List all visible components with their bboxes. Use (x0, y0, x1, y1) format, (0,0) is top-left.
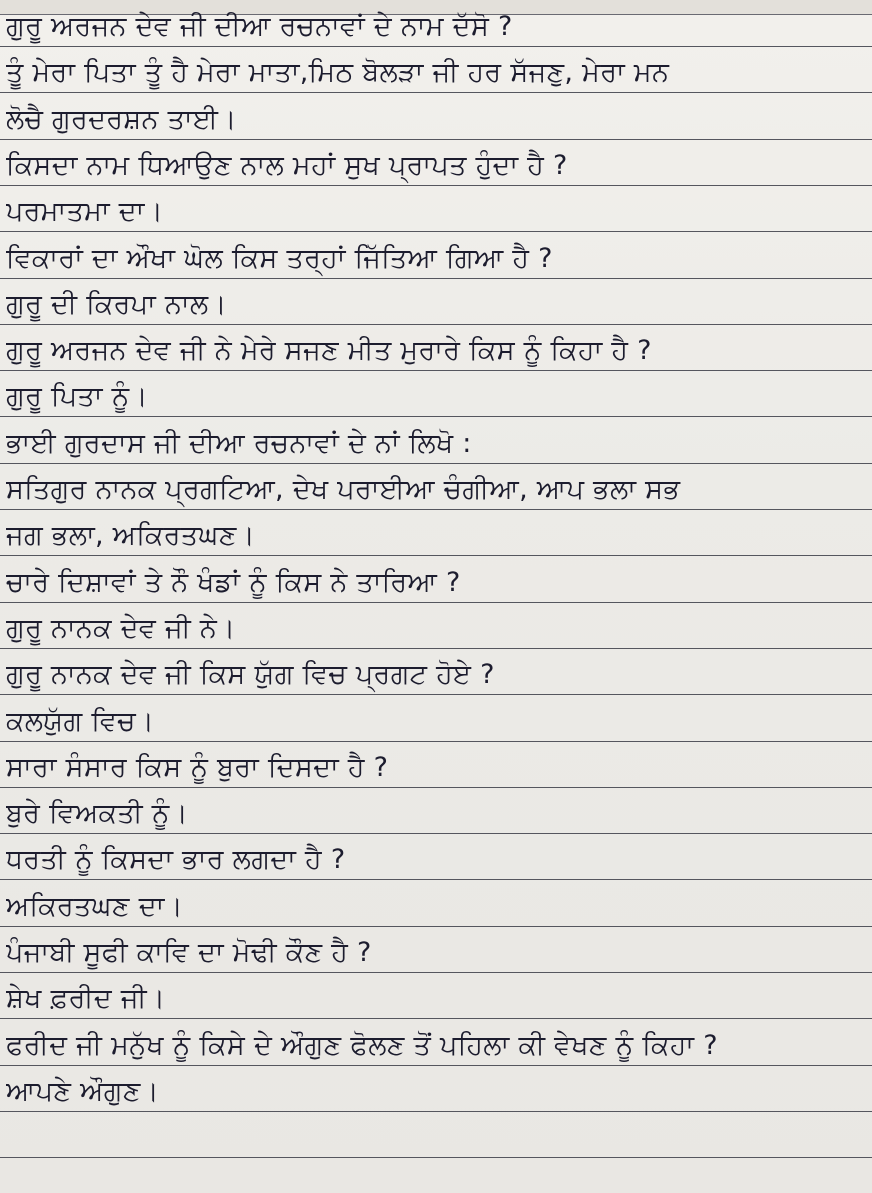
ruled-line (0, 602, 872, 603)
question-line (6, 280, 870, 324)
question-line (6, 465, 870, 509)
answer-line (6, 604, 870, 648)
ruled-line (0, 1065, 872, 1066)
handwritten-line-text: ਗੁਰੂ ਦੀ ਕਿਰਪਾ ਨਾਲ। (6, 288, 227, 320)
question-line (6, 743, 870, 787)
handwritten-line-text: ਸਾਰਾ ਸੰਸਾਰ ਕਿਸ ਨੂੰ ਬੁਰਾ ਦਿਸਦਾ ਹੈ ? (6, 751, 389, 783)
ruled-line (0, 416, 872, 417)
handwritten-line-text: ਸ਼ੇਖ ਫ਼ਰੀਦ ਜੀ। (6, 983, 166, 1015)
answer-line (6, 882, 870, 926)
ruled-line (0, 1018, 872, 1019)
ruled-line (0, 833, 872, 834)
ruled-line (0, 1157, 872, 1158)
question-line (6, 928, 870, 972)
answer-line (6, 48, 870, 92)
handwritten-line-text: ਆਪਣੇ ਔਗੁਣ। (6, 1075, 160, 1107)
ruled-line (0, 741, 872, 742)
ruled-line (0, 1111, 872, 1112)
handwritten-line-text: ਕਲਯੁੱਗ ਵਿਚ। (6, 705, 155, 737)
ruled-line (0, 139, 872, 140)
answer-line (6, 419, 870, 463)
handwritten-line-text: ਕਿਸਦਾ ਨਾਮ ਧਿਆਉਣ ਨਾਲ ਮਹਾਂ ਸੁਖ ਪ੍ਰਾਪਤ ਹੁੰਦਾ ਹੈ ? (6, 149, 568, 181)
handwritten-line-text: ਗੁਰੂ ਪਿਤਾ ਨੂੰ। (6, 381, 148, 413)
handwritten-line-text: ਗੁਰੂ ਨਾਨਕ ਦੇਵ ਜੀ ਕਿਸ ਯੁੱਗ ਵਿਚ ਪ੍ਰਗਟ ਹੋਏ ? (6, 659, 495, 691)
handwritten-line-text: ਤੂੰ ਮੇਰਾ ਪਿਤਾ ਤੂੰ ਹੈ ਮੇਰਾ ਮਾਤਾ,ਮਿਠ ਬੋਲੜਾ ਜੀ ਹਰ ਸੱਜਣੁ, ਮੇਰਾ ਮਨ (6, 57, 670, 89)
handwritten-line-text: ਲੋਚੈ ਗੁਰਦਰਸ਼ਨ ਤਾਈ। (6, 103, 237, 135)
question-line (6, 372, 870, 416)
question-line (6, 95, 870, 139)
handwritten-line-text: ਸਤਿਗੁਰ ਨਾਨਕ ਪ੍ਰਗਟਿਆ, ਦੇਖ ਪਰਾਈਆ ਚੰਗੀਆ, ਆਪ ਭਲਾ ਸਭ (6, 474, 681, 505)
handwritten-line-text: ਵਿਕਾਰਾਂ ਦਾ ਔਖਾ ਘੋਲ ਕਿਸ ਤਰ੍ਹਾਂ ਜਿੱਤਿਆ ਗਿਆ ਹੈ ? (6, 242, 553, 274)
handwritten-line-text: ਪਰਮਾਤਮਾ ਦਾ। (6, 196, 164, 228)
ruled-line (0, 92, 872, 93)
ruled-line (0, 231, 872, 232)
answer-line (6, 1067, 870, 1111)
ruled-line (0, 185, 872, 186)
question-line (6, 835, 870, 879)
answer-line (6, 234, 870, 278)
ruled-line (0, 509, 872, 510)
ruled-line (0, 972, 872, 973)
handwritten-line-text: ਭਾਈ ਗੁਰਦਾਸ ਜੀ ਦੀਆ ਰਚਨਾਵਾਂ ਦੇ ਨਾਂ ਲਿਖੋ : (6, 427, 472, 459)
ruled-line (0, 879, 872, 880)
ruled-line (0, 463, 872, 464)
question-line (6, 650, 870, 694)
answer-line (6, 326, 870, 370)
handwritten-line-text: ਗੁਰੂ ਅਰਜਨ ਦੇਵ ਜੀ ਦੀਆ ਰਚਨਾਵਾਂ ਦੇ ਨਾਮ ਦੱਸੋ ? (6, 11, 513, 42)
handwritten-line-text: ਬੁਰੇ ਵਿਅਕਤੀ ਨੂੰ। (6, 798, 189, 830)
handwritten-line-text: ਜਗ ਭਲਾ, ਅਕਿਰਤਘਣ। (6, 520, 256, 552)
handwritten-line-text: ਅਕਿਰਤਘਣ ਦਾ। (6, 890, 184, 922)
ruled-line (0, 926, 872, 927)
question-line (6, 1021, 870, 1065)
handwritten-line-text: ਗੁਰੂ ਅਰਜਨ ਦੇਵ ਜੀ ਨੇ ਮੇਰੇ ਸਜਣ ਮੀਤ ਮੁਰਾਰੇ ਕਿਸ ਨੂੰ ਕਿਹਾ ਹੈ ? (6, 335, 652, 367)
ruled-line (0, 278, 872, 279)
answer-line (6, 789, 870, 833)
ruled-line (0, 787, 872, 788)
answer-line (6, 511, 870, 555)
question-line (6, 187, 870, 231)
question-line (6, 558, 870, 602)
answer-line (6, 974, 870, 1018)
handwritten-line-text: ਫਰੀਦ ਜੀ ਮਨੁੱਖ ਨੂੰ ਕਿਸੇ ਦੇ ਔਗੁਣ ਫੋਲਣ ਤੋਂ ਪਹਿਲਾ ਕੀ ਵੇਖਣ ਨੂੰ ਕਿਹਾ ? (6, 1029, 718, 1061)
question-line (6, 2, 870, 46)
ruled-line (0, 555, 872, 556)
handwritten-line-text: ਗੁਰੂ ਨਾਨਕ ਦੇਵ ਜੀ ਨੇ। (6, 612, 236, 644)
handwritten-line-text: ਚਾਰੇ ਦਿਸ਼ਾਵਾਂ ਤੇ ਨੌ ਖੰਡਾਂ ਨੂੰ ਕਿਸ ਨੇ ਤਾਰਿਆ ? (6, 566, 461, 598)
ruled-line (0, 324, 872, 325)
ruled-line (0, 370, 872, 371)
handwritten-line-text: ਪੰਜਾਬੀ ਸੂਫੀ ਕਾਵਿ ਦਾ ਮੋਢੀ ਕੌਣ ਹੈ ? (6, 937, 372, 968)
ruled-line (0, 648, 872, 649)
ruled-line (0, 46, 872, 47)
answer-line (6, 141, 870, 185)
ruled-line (0, 694, 872, 695)
answer-line (6, 697, 870, 741)
handwritten-line-text: ਧਰਤੀ ਨੂੰ ਕਿਸਦਾ ਭਾਰ ਲਗਦਾ ਹੈ ? (6, 844, 346, 876)
